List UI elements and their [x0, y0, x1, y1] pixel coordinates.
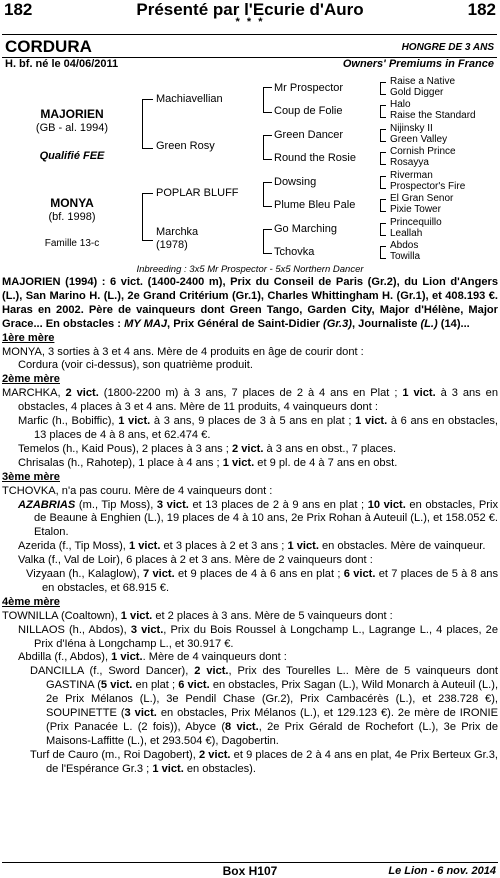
g4-16: Towilla: [390, 251, 421, 262]
g3-1: Mr Prospector: [274, 82, 344, 94]
bracket-g3-2: [380, 105, 386, 118]
sire-summary-text: MAJORIEN (1994) : 6 vict. (1400-2400 m), Prix du Conseil de Paris (Gr.2), du Lion d'Angers (L.), San Marino H. (L.), 2e Grand Critérium (Gr.1), Charles Whittingham H. (Gr.1), et 408.193 €. Haras en 2002. Père de vainqueurs dont Green Tango, Garden City, Major d'Hélène, Major Grace... En obstacles :: [2, 276, 499, 330]
g4-7: Cornish Prince: [390, 146, 456, 157]
g4-6: Green Valley: [390, 134, 448, 145]
bracket-sire: [142, 99, 153, 149]
g3-4: Round the Rosie: [274, 152, 356, 164]
g3-2: Coup de Folie: [274, 105, 343, 117]
fourth-dam-produce-1: NILLAOS (h., Abdos), 3 vict., Prix du Bois Roussel à Longchamp L., Lagrange L., 4 places, 2e Prix d'Iéna à Longchamp L., et 30.917 €.: [18, 623, 498, 650]
third-dam-produce-3: Valka (f., Val de Loir), 6 places à 2 et 3 ans. Mère de 2 vainqueurs dont :: [18, 554, 373, 567]
dam-family: Famille 13-c: [44, 238, 100, 249]
fourth-dam-text: TOWNILLA (Coaltown), 1 vict. et 2 places à 3 ans. Mère de 5 vainqueurs dont :: [2, 609, 393, 622]
second-dam-produce-3: Chrisalas (h., Rahotep), 1 place à 4 ans ; 1 vict. et 9 pl. de 4 à 7 ans en obst.: [18, 456, 398, 469]
footer-rule: [2, 862, 498, 863]
g4-2: Gold Digger: [390, 87, 444, 98]
third-dam-produce-2: Azerida (f., Tip Moss), 1 vict. et 3 places à 2 et 3 ans ; 1 vict. en obstacles. Mère de vainqueur.: [18, 540, 486, 553]
horse-name: CORDURA: [5, 37, 92, 56]
page-title: Présenté par l'Ecurie d'Auro: [136, 0, 364, 19]
dd-name: Marchka: [156, 226, 199, 238]
bracket-dam: [142, 193, 153, 241]
ss-name: Machiavellian: [156, 93, 223, 105]
produce-record: [2, 276, 498, 777]
sire-note: Qualifié FEE: [39, 150, 105, 162]
bracket-g2-1: [263, 87, 272, 113]
bracket-g2-3: [263, 182, 272, 207]
bracket-g3-8: [380, 246, 386, 259]
bracket-g2-4: [263, 229, 272, 254]
sire-summary-grade: (Gr.3): [323, 317, 353, 330]
bracket-g3-3: [380, 129, 386, 142]
dd-year: (1978): [156, 239, 188, 251]
bracket-g3-6: [380, 199, 386, 212]
bracket-g3-5: [380, 176, 386, 189]
sire-name: MAJORIEN: [40, 107, 104, 121]
sale-place-date: Le Lion - 6 nov. 2014: [388, 865, 496, 877]
g4-3: Halo: [390, 99, 411, 110]
bracket-g3-1: [380, 82, 386, 95]
g4-10: Prospector's Fire: [390, 181, 466, 192]
inbreeding-note: Inbreeding : 3x5 Mr Prospector - 5x5 Northern Dancer: [136, 264, 364, 275]
g3-3: Green Dancer: [274, 129, 344, 141]
sire-summary-text3: , Journaliste: [352, 317, 421, 330]
third-dam-heading: 3ème mère: [2, 470, 60, 483]
g4-5: Nijinsky II: [390, 123, 433, 134]
ds-name: POPLAR BLUFF: [156, 187, 239, 199]
second-dam-produce-2: Temelos (h., Kaid Pous), 2 places à 3 ans ; 2 vict. à 3 ans en obst., 7 places.: [18, 442, 397, 455]
horse-birth: H. bf. né le 04/06/2011: [5, 58, 119, 70]
bracket-g2-2: [263, 135, 272, 160]
azabrias-record: (m., Tip Moss), 3 vict. et 13 places de 2 à 9 ans en plat ; 10 vict. en obstacles, Prix de Beaune à Enghien (L.), 19 places de 4 à 10 ans, 2e Prix Rohan à Auteuil (L.), et 158.052 €. Etalon.: [34, 498, 499, 539]
sd-name: Green Rosy: [156, 140, 215, 152]
g4-15: Abdos: [390, 240, 419, 251]
fourth-dam-produce-2: Abdilla (f., Abdos), 1 vict.. Mère de 4 vainqueurs dont :: [18, 651, 287, 664]
lot-number-right: 182: [467, 0, 496, 19]
g3-5: Dowsing: [274, 176, 317, 188]
fourth-dam-grandproduce-2: Turf de Cauro (m., Roi Dagobert), 2 vict. et 9 places de 2 à 4 ans en plat, 4e Prix Berteux Gr.3, de l'Espérance Gr.3 ; 1 vict. en obstacles).: [30, 748, 498, 775]
g4-14: Leallah: [390, 228, 423, 239]
g4-13: Princequillo: [390, 217, 442, 228]
dam-name: MONYA: [50, 196, 94, 210]
g3-7: Go Marching: [274, 223, 337, 235]
first-dam-heading: 1ère mère: [2, 331, 55, 344]
g4-12: Pixie Tower: [390, 204, 441, 215]
third-dam-text: TCHOVKA, n'a pas couru. Mère de 4 vainqueurs dont :: [2, 484, 273, 497]
sire-summary-listed: (L.): [420, 317, 438, 330]
g4-9: Riverman: [390, 170, 433, 181]
third-dam-grandproduce: Vizyaan (h., Kalaglow), 7 vict. et 9 places de 4 à 6 ans en plat ; 6 vict. et 7 places de 5 à 8 ans en obstacles, et 68.915 €.: [26, 568, 498, 594]
title-stars: * * *: [235, 16, 265, 28]
sire-summary: [2, 276, 498, 332]
owners-premiums: Owners' Premiums in France: [342, 58, 494, 70]
g4-4: Raise the Standard: [390, 110, 476, 121]
fourth-dam-heading: 4ème mère: [2, 595, 60, 608]
second-dam-text: MARCHKA, 2 vict. (1800-2200 m) à 3 ans, 7 places de 2 à 4 ans en Plat ; 1 vict. à 3 ans en obstacles, 4 places à 3 et 4 ans. Mère de 11 produits, 4 vainqueurs dont :: [2, 387, 498, 414]
lot-number-left: 182: [4, 0, 33, 19]
horse-type: HONGRE DE 3 ANS: [401, 42, 494, 53]
second-dam-produce-1: Marfic (h., Bobiffic), 1 vict. à 3 ans, 9 places de 3 à 5 ans en plat ; 1 vict. à 6 ans en obstacles, 13 places de 4 à 8 ans, et 62.474 €.: [18, 415, 499, 441]
g4-1: Raise a Native: [390, 76, 456, 87]
azabrias-name: AZABRIAS: [18, 498, 76, 511]
bracket-g3-4: [380, 152, 386, 165]
sire-summary-end: (14)...: [437, 317, 470, 330]
second-dam-heading: 2ème mère: [2, 373, 60, 386]
dam-info: (bf. 1998): [48, 211, 96, 223]
g3-6: Plume Bleu Pale: [274, 199, 356, 211]
g4-8: Rosayya: [390, 157, 429, 168]
bracket-g3-7: [380, 223, 386, 236]
first-dam-text: MONYA, 3 sorties à 3 et 4 ans. Mère de 4 produits en âge de courir dont :: [2, 345, 364, 358]
box-number: Box H107: [222, 864, 278, 878]
sire-summary-text2: , Prix Général de Saint-Didier: [167, 317, 324, 330]
sire-info: (GB - al. 1994): [35, 122, 109, 134]
third-dam-produce-1: [2, 499, 498, 541]
g4-11: El Gran Senor: [390, 193, 454, 204]
g3-8: Tchovka: [274, 246, 315, 258]
fourth-dam-grandproduce-1: DANCILLA (f., Sword Dancer), 2 vict., Prix des Tourelles L.. Mère de 5 vainqueurs dont GASTINA (5 vict. en plat ; 6 vict. en obstacles, Prix Sagan (L.), Wild Monarch à Auteuil (L.), 2e Prix Mélanos (L.), 3e Pendil Chase (Gr.2), Prix Cambacérès (L.), et 238.728 €), SOUPINETTE (3 vict. en obstacles, Prix Mélanos (L.), et 129.123 €). 2e mère de IRONIE (Prix Panacée L. (2 fois)), Abyce (8 vict., 2e Prix Gérald de Rochefort (L.), 3e Prix de Maisons-Laffitte (L.), et 293.504 €), Dagobertin.: [30, 665, 499, 747]
sire-summary-horse: MY MAJ: [124, 317, 168, 330]
first-dam-produce: Cordura (voir ci-dessus), son quatrième produit.: [18, 359, 253, 372]
